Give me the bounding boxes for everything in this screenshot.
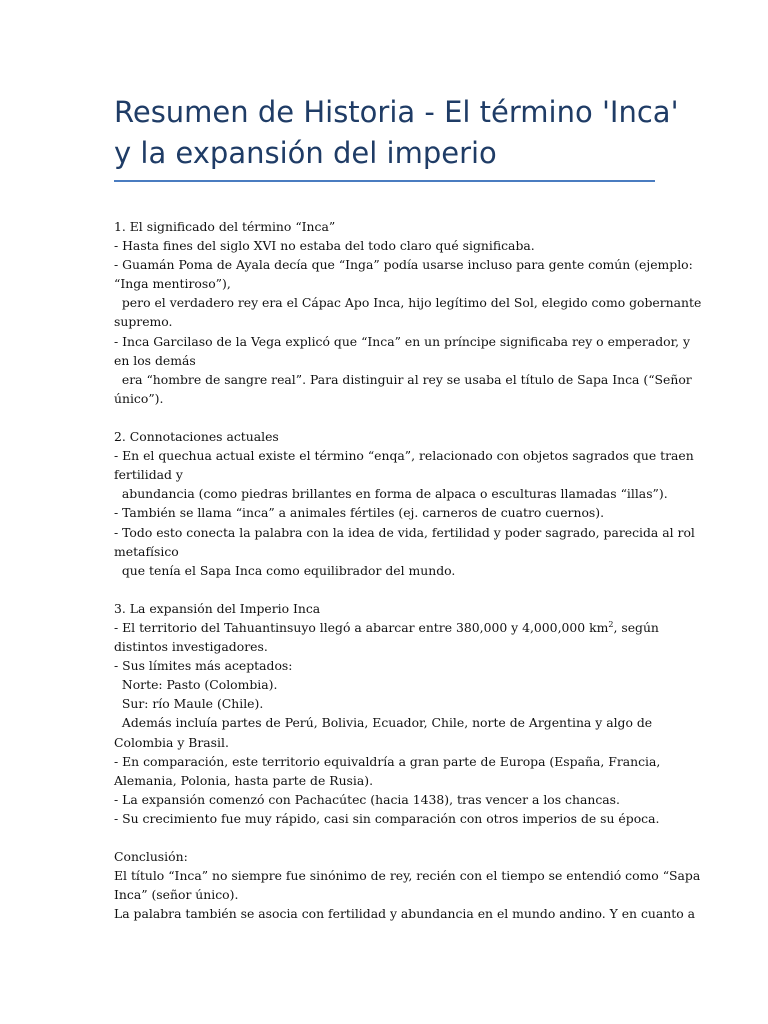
document-body <box>114 217 702 923</box>
paragraph-line: - También se llama “inca” a animales fértiles (ej. carneros de cuatro cuernos). <box>114 505 605 521</box>
paragraph-line: era “hombre de sangre real”. Para distinguir al rey se usaba el título de Sapa Inca (“Señor <box>114 371 692 387</box>
title-divider <box>114 180 655 182</box>
paragraph-line: distintos investigadores. <box>114 639 268 655</box>
paragraph-line <box>114 618 674 637</box>
paragraph-line: - Guamán Poma de Ayala decía que “Inga” podía usarse incluso para gente común (ejemplo: <box>114 257 693 273</box>
title-line-2: y la expansión del imperio <box>114 136 497 170</box>
paragraph-line: La palabra también se asocia con fertilidad y abundancia en el mundo andino. Y en cuanto a <box>114 906 695 922</box>
section-expansion <box>114 599 674 828</box>
page-title <box>114 92 679 174</box>
territory-text: - El territorio del Tahuantinsuyo llegó a abarcar entre 380,000 y 4,000,000 km <box>114 619 609 635</box>
section-heading: 1. El significado del término “Inca” <box>114 219 336 234</box>
paragraph-line: Sur: río Maule (Chile). <box>114 696 264 712</box>
paragraph-line: Alemania, Polonia, hasta parte de Rusia). <box>114 772 374 788</box>
paragraph-spacer <box>114 828 674 847</box>
paragraph-spacer <box>114 580 674 599</box>
paragraph-line: que tenía el Sapa Inca como equilibrador del mundo. <box>114 562 456 578</box>
section-significado <box>114 217 702 408</box>
paragraph-line: - Sus límites más aceptados: <box>114 658 293 674</box>
section-heading: 3. La expansión del Imperio Inca <box>114 600 321 616</box>
paragraph-line: único”). <box>114 390 164 406</box>
section-conclusion <box>114 847 701 923</box>
paragraph-line: Además incluía partes de Perú, Bolivia, Ecuador, Chile, norte de Argentina y algo de <box>114 715 653 731</box>
paragraph-line: - En comparación, este territorio equivaldría a gran parte de Europa (España, Francia, <box>114 753 661 769</box>
paragraph-line: - En el quechua actual existe el término “enqa”, relacionado con objetos sagrados que traen <box>114 448 694 464</box>
paragraph-line: Colombia y Brasil. <box>114 734 229 750</box>
paragraph-line: - La expansión comenzó con Pachacútec (hacia 1438), tras vencer a los chancas. <box>114 791 620 807</box>
paragraph-line: - Todo esto conecta la palabra con la idea de vida, fertilidad y poder sagrado, parecida al rol <box>114 524 695 540</box>
title-line-1: Resumen de Historia - El término 'Inca' <box>114 95 679 129</box>
paragraph-line: metafísico <box>114 543 179 559</box>
paragraph-line: pero el verdadero rey era el Cápac Apo Inca, hijo legítimo del Sol, elegido como gobernante <box>114 295 702 311</box>
paragraph-line: Norte: Pasto (Colombia). <box>114 677 278 693</box>
paragraph-line: El título “Inca” no siempre fue sinónimo de rey, recién con el tiempo se entendió como “Sapa <box>114 868 701 884</box>
section-connotaciones <box>114 427 695 580</box>
paragraph-line: fertilidad y <box>114 467 183 483</box>
superscript-two: 2 <box>608 619 614 629</box>
section-heading: Conclusión: <box>114 849 188 865</box>
paragraph-line: “Inga mentiroso”), <box>114 276 231 292</box>
paragraph-line: en los demás <box>114 352 196 368</box>
paragraph-line: Inca” (señor único). <box>114 887 239 903</box>
paragraph-line: - Su crecimiento fue muy rápido, casi sin comparación con otros imperios de su época. <box>114 810 660 826</box>
territory-text-end: , según <box>613 619 659 635</box>
paragraph-line: supremo. <box>114 314 173 330</box>
paragraph-line: - Inca Garcilaso de la Vega explicó que “Inca” en un príncipe significaba rey o emperador, y <box>114 333 691 349</box>
paragraph-line: - Hasta fines del siglo XVI no estaba del todo claro qué significaba. <box>114 238 535 254</box>
section-heading: 2. Connotaciones actuales <box>114 429 279 445</box>
paragraph-spacer <box>114 408 674 427</box>
paragraph-line: abundancia (como piedras brillantes en forma de alpaca o esculturas llamadas “illas”). <box>114 486 668 502</box>
